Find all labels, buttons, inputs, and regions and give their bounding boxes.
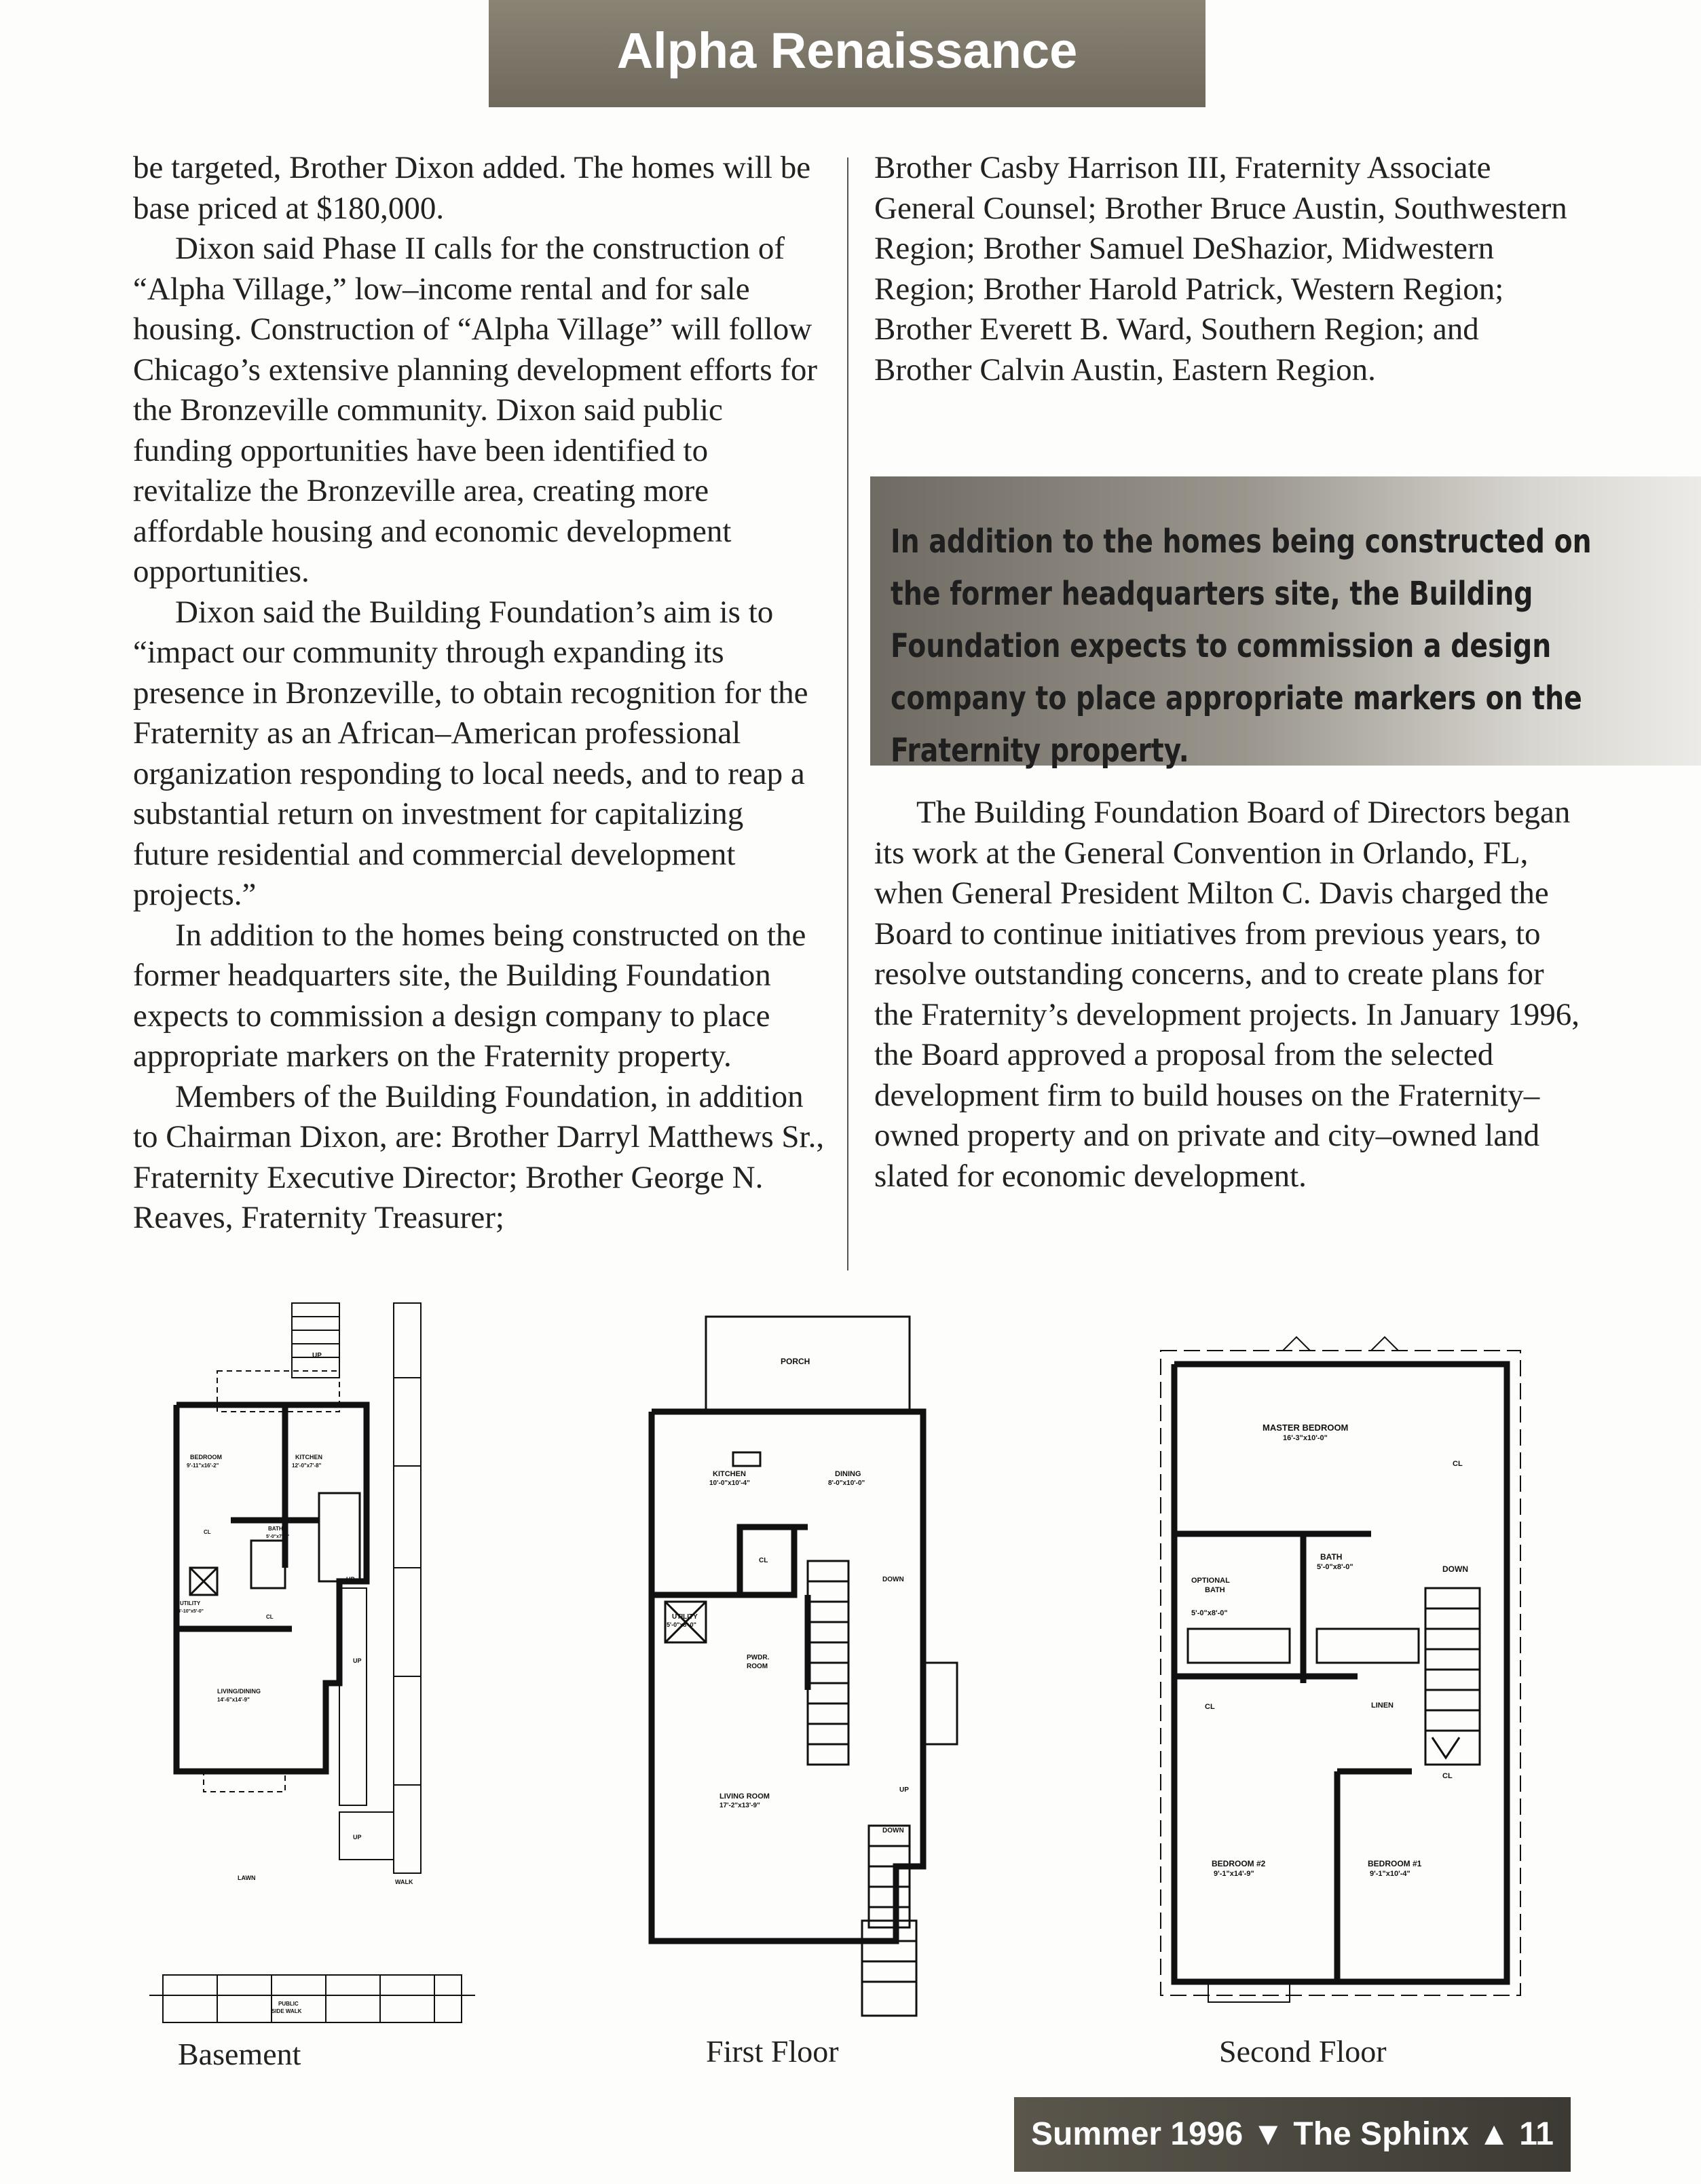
- pull-quote: In addition to the homes being constructed on the former headquarters site, the Building Foundation expects to commission a design company to place appropriate markers on the Fraternity property.: [891, 523, 1592, 770]
- plan-label: WALK: [395, 1879, 413, 1885]
- room-label: KITCHEN: [295, 1454, 322, 1461]
- room-dimension: 9'-11"x16'-2": [187, 1463, 219, 1469]
- room-label: CL: [1442, 1772, 1453, 1780]
- plan-label: UP: [346, 1576, 355, 1583]
- room-dimension: 8'-0"x10'-0": [828, 1480, 865, 1487]
- room-label: ROOM: [747, 1663, 768, 1670]
- room-label: BATH: [268, 1526, 283, 1532]
- room-label: MASTER BEDROOM: [1263, 1423, 1349, 1433]
- room-dimension: 9'-1"x10'-4": [1370, 1870, 1410, 1878]
- paragraph: be targeted, Brother Dixon added. The homes will be base priced at $180,000.: [133, 150, 811, 226]
- room-dimension: 5'-0"x8'-0": [667, 1621, 696, 1628]
- room-dimension: 4'-10"x5'-0": [178, 1609, 204, 1614]
- first-floor-plan: [638, 1310, 991, 2036]
- room-dimension: 10'-0"x10'-4": [709, 1480, 750, 1487]
- plan-label: DOWN: [1442, 1564, 1468, 1574]
- room-label: CL: [1205, 1703, 1215, 1711]
- room-label: UTILITY: [672, 1613, 698, 1621]
- plan-label: UP: [312, 1352, 322, 1359]
- paragraph: The Building Foundation Board of Directors began its work at the General Convention in Orlando, FL, when General President Milton C. Davis charged the Board to continue initiatives from previous years, to resolve outstanding concerns, and to create plans for the Fraternity’s development projects. In January 1996, the Board approved a proposal from the selected development firm to build houses on the Fraternity–owned property and on private and city–owned land slated for economic development.: [874, 795, 1580, 1194]
- page-footer: Summer 1996 ▼ The Sphinx ▲ 11: [1014, 2097, 1571, 2172]
- room-label: CL: [759, 1557, 768, 1564]
- room-dimension: 5'-0"x7'-8": [266, 1535, 290, 1539]
- room-label: OPTIONAL: [1191, 1577, 1230, 1585]
- plan-label: UP: [353, 1834, 362, 1841]
- room-label: LIVING ROOM: [719, 1792, 770, 1801]
- paragraph: Brother Casby Harrison III, Fraternity Associate General Counsel; Brother Bruce Austin, Southwestern Region; Brother Samuel DeShazior, Midwestern Region; Brother Harold Patrick, Western Region; Brother Everett B. Ward, Southern Region; and Brother Calvin Austin, Eastern Region.: [874, 150, 1567, 388]
- room-dimension: 5'-0"x8'-0": [1317, 1563, 1353, 1571]
- room-dimension: 12'-0"x7'-8": [292, 1463, 322, 1469]
- room-label: PWDR.: [747, 1654, 770, 1661]
- paragraph: In addition to the homes being constructed on the former headquarters site, the Building Foundation expects to commission a design company to place appropriate markers on the Fraternity property.: [133, 917, 806, 1074]
- plan-label: PUBLIC: [278, 2001, 299, 2007]
- plan-caption: First Floor: [706, 2034, 839, 2069]
- room-dimension: 17'-2"x13'-9": [719, 1802, 760, 1809]
- plan-label: UP: [353, 1657, 362, 1664]
- room-dimension: 9'-1"x14'-9": [1214, 1870, 1254, 1878]
- room-label: BEDROOM #2: [1212, 1859, 1266, 1868]
- right-column: [874, 148, 1573, 390]
- room-label: DINING: [835, 1470, 861, 1478]
- room-label: LINEN: [1371, 1701, 1394, 1710]
- paragraph: Members of the Building Foundation, in addition to Chairman Dixon, are: Brother Darryl Matthews Sr., Fraternity Executive Director; Brother George N. Reaves, Fraternity Treasurer;: [133, 1078, 825, 1235]
- plan-label: UP: [899, 1786, 909, 1794]
- plan-label: DOWN: [882, 1576, 904, 1583]
- room-label: PORCH: [781, 1357, 810, 1366]
- room-label: KITCHEN: [713, 1470, 746, 1478]
- room-label: CL: [266, 1614, 274, 1620]
- section-banner: Alpha Renaissance: [489, 0, 1205, 107]
- room-label: BATH: [1205, 1586, 1225, 1594]
- column-divider: [847, 157, 848, 1270]
- room-label: UTILITY: [180, 1600, 201, 1606]
- room-dimension: 16'-3"x10'-0": [1283, 1434, 1328, 1442]
- plan-caption: Basement: [178, 2037, 301, 2071]
- room-label: BATH: [1320, 1552, 1343, 1562]
- room-label: CL: [1453, 1460, 1463, 1468]
- plan-caption: Second Floor: [1219, 2034, 1387, 2069]
- plan-label: DOWN: [882, 1827, 904, 1834]
- left-column: [133, 148, 825, 1239]
- room-dimension: 5'-0"x8'-0": [1191, 1609, 1228, 1617]
- second-floor-plan: [1154, 1330, 1534, 2009]
- room-label: BEDROOM: [190, 1454, 222, 1461]
- paragraph: Dixon said the Building Foundation’s aim is to “impact our community through expanding its presence in Bronzeville, to obtain recognition for the Fraternity as an African–American professional organization responding to local needs, and to reap a substantial return on investment for capitalizing future residential and commercial development projects.”: [133, 594, 808, 912]
- basement-floor-plan: [149, 1296, 475, 2036]
- paragraph: Dixon said Phase II calls for the construction of “Alpha Village,” low–income rental and for sale housing. Construction of “Alpha Village” will follow Chicago’s extensive planning development efforts for the Bronzeville community. Dixon said public funding opportunities have been identified to revitalize the Bronzeville area, creating more affordable housing and economic development opportunities.: [133, 231, 818, 589]
- room-label: CL: [204, 1529, 211, 1535]
- right-column-lower: [874, 793, 1580, 1197]
- room-dimension: 14'-6"x14'-9": [217, 1697, 250, 1703]
- room-label: LIVING/DINING: [217, 1688, 261, 1695]
- plan-label: LAWN: [238, 1875, 256, 1881]
- plan-label: SIDE WALK: [272, 2008, 302, 2014]
- room-label: BEDROOM #1: [1368, 1859, 1422, 1868]
- pull-quote-box: [870, 476, 1701, 770]
